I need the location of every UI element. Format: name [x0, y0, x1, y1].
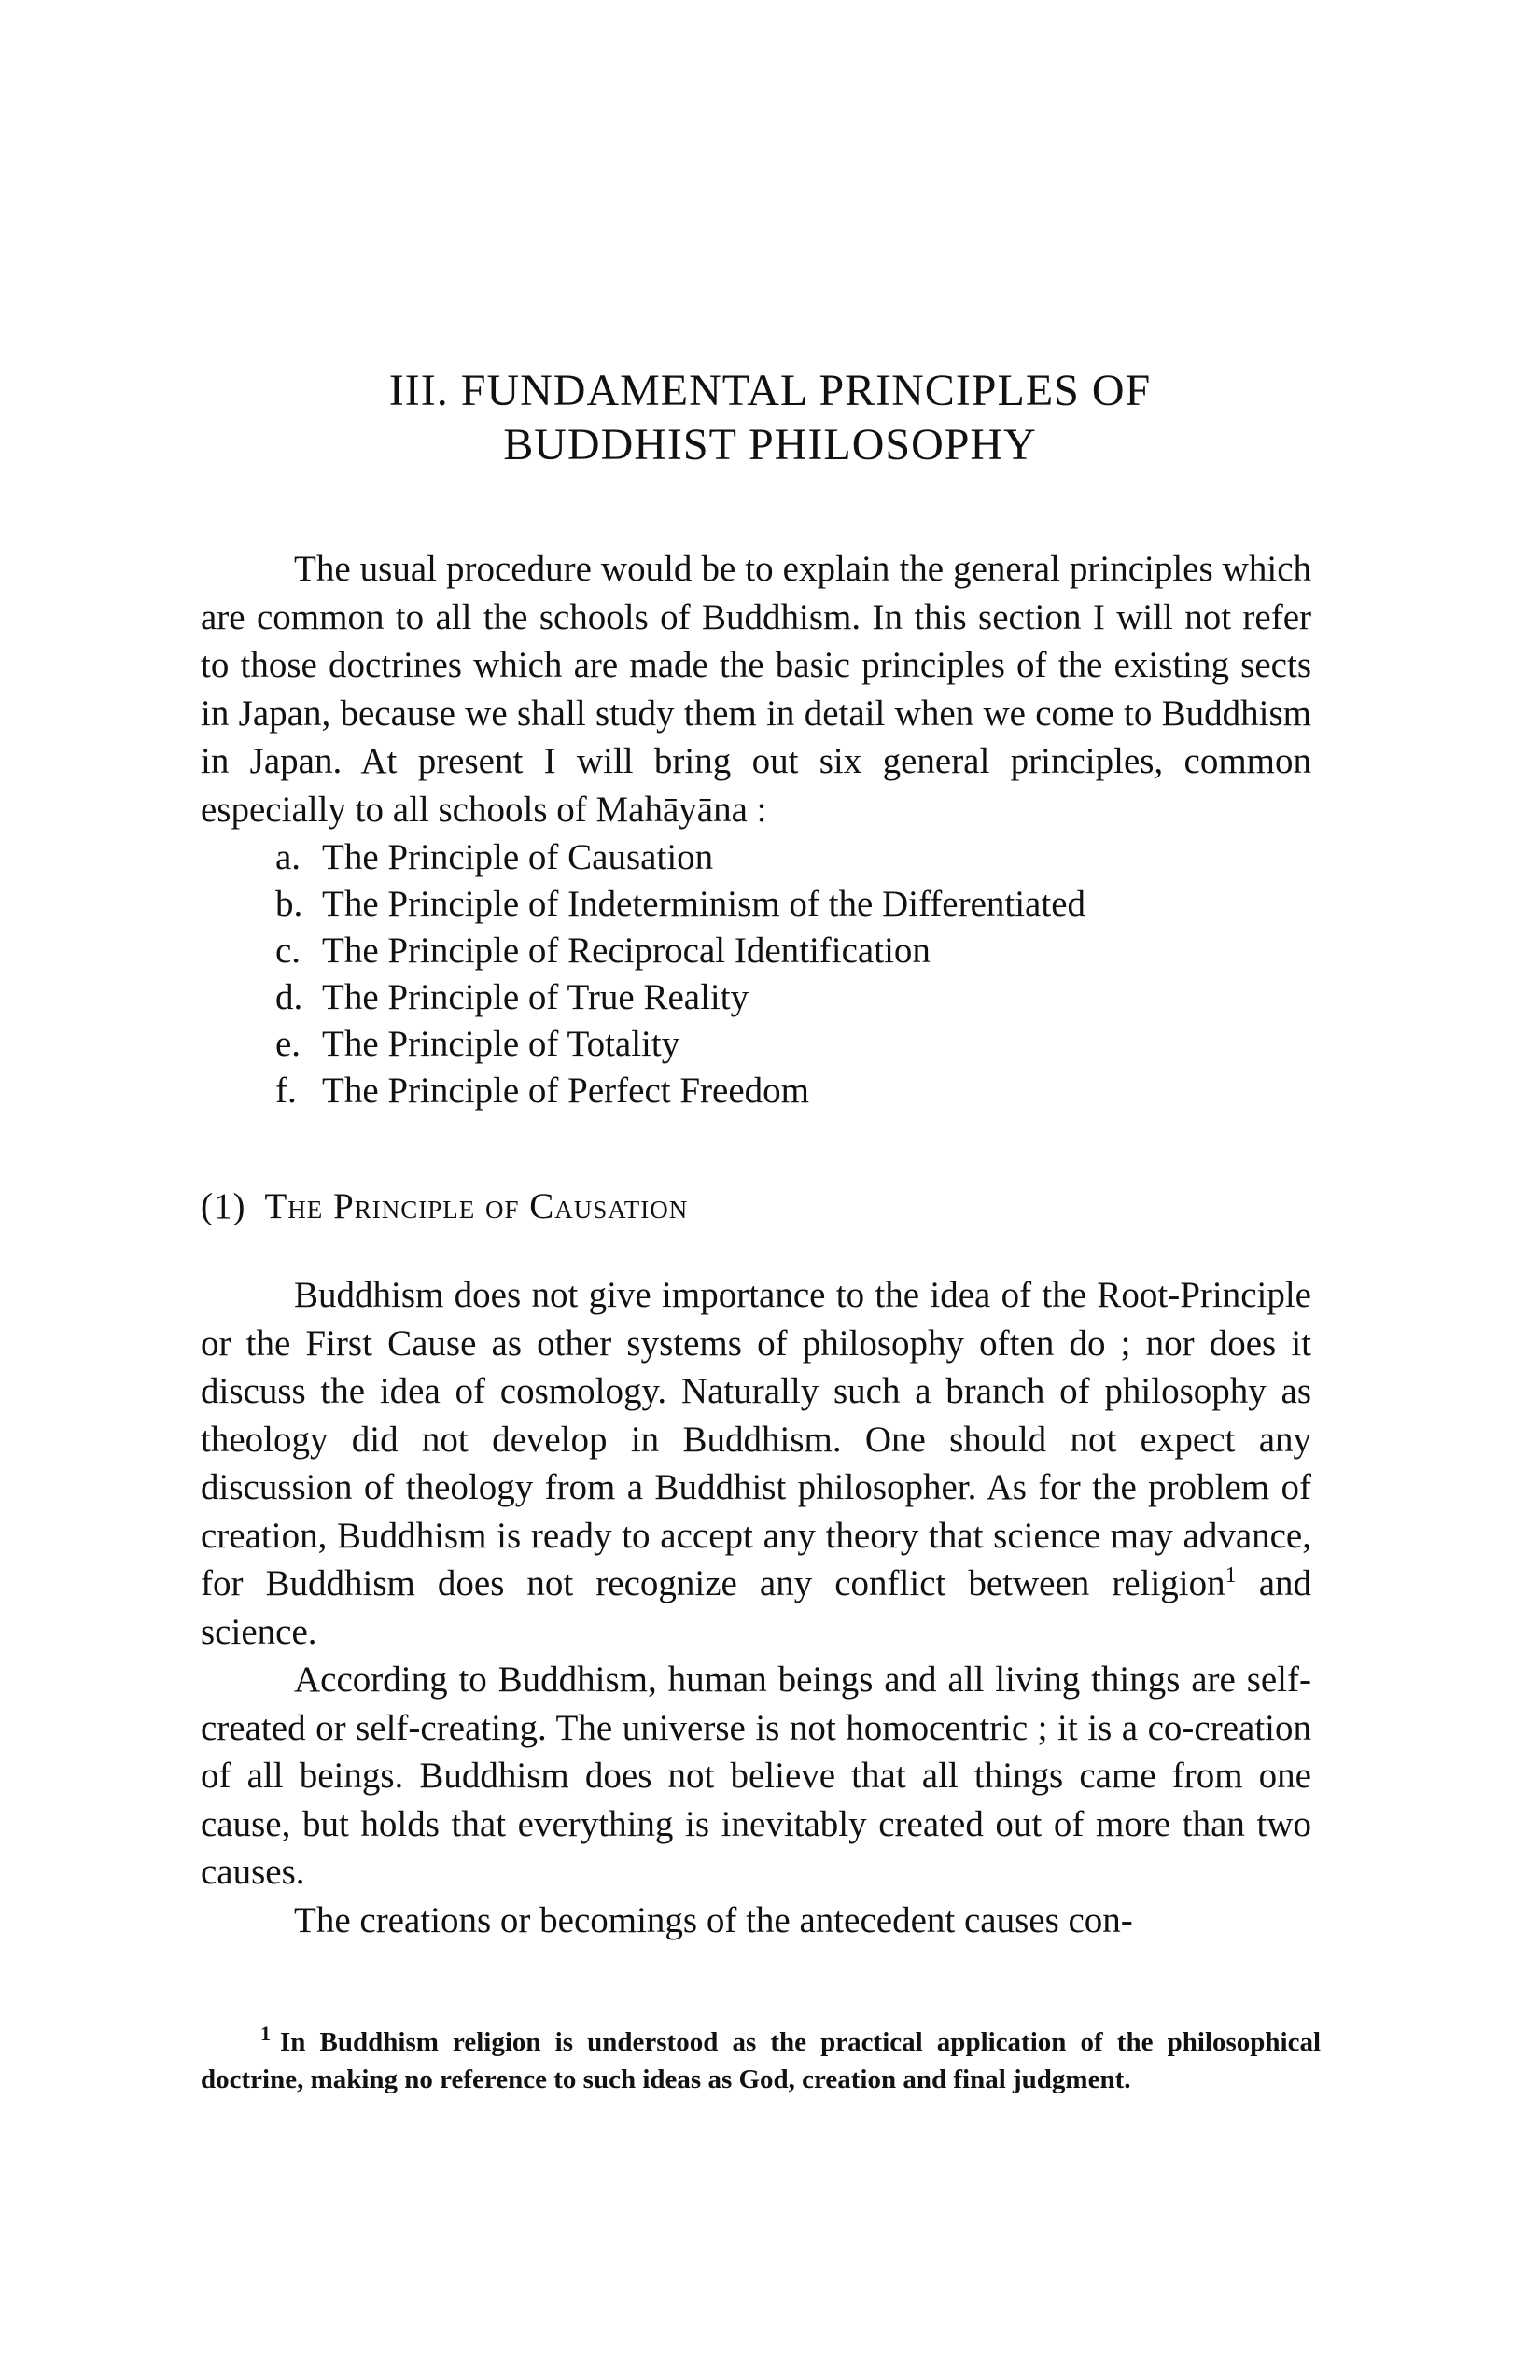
principle-item — [275, 974, 1085, 1021]
principle-item — [275, 928, 1085, 974]
principle-letter: d. — [275, 977, 303, 1017]
principle-item — [275, 834, 1085, 881]
footnote-text: In Buddhism religion is understood as the practical application of the philosophical doctrine, making no reference to such ideas as God, creation and final judgment. — [201, 2027, 1321, 2094]
section-heading — [201, 1183, 688, 1230]
principle-text: The Principle of Indeterminism of the Differentiated — [322, 884, 1086, 924]
principle-text: The Principle of Causation — [322, 837, 714, 877]
chapter-title — [201, 364, 1339, 472]
principle-item — [275, 1068, 1085, 1114]
section-body — [201, 1271, 1311, 1944]
intro-section — [201, 545, 1311, 833]
chapter-title-line-2: BUDDHIST PHILOSOPHY — [503, 420, 1037, 469]
principle-letter: b. — [275, 884, 303, 924]
chapter-title-line-1: III. FUNDAMENTAL PRINCIPLES OF — [388, 366, 1152, 415]
body-paragraph-1-text: Buddhism does not give importance to the idea of the Root-Principle or the First Cause as other systems of philosophy often do ; nor does it discuss the idea of cosmology. Naturally such a branch of philosophy as theology did not develop in Buddhism. One should not expect any discussion of theology from a Buddhist philosopher. As for the problem of creation, Buddhism is ready to accept any theory that science may advance, for Buddhism does not recognize any conflict between religion — [201, 1275, 1311, 1603]
principle-text: The Principle of Totality — [322, 1024, 680, 1064]
body-paragraph-1-end: and science. — [201, 1563, 1311, 1652]
section-title: The Principle of Causation — [264, 1186, 689, 1226]
footnote — [201, 2023, 1321, 2098]
principle-letter: e. — [275, 1024, 301, 1064]
principle-text: The Principle of Perfect Freedom — [322, 1071, 809, 1111]
principle-item — [275, 881, 1085, 928]
footnote-mark: 1 — [260, 2022, 271, 2046]
principle-text: The Principle of True Reality — [322, 977, 749, 1017]
body-paragraph-3: The creations or becomings of the antecedent causes con- — [294, 1899, 1133, 1940]
principle-letter: a. — [275, 837, 301, 877]
principles-list — [275, 834, 1085, 1114]
principle-letter: f. — [275, 1071, 297, 1111]
principle-letter: c. — [275, 931, 301, 971]
body-paragraph-2: According to Buddhism, human beings and all living things are self-created or self-creating. The universe is not homocentric ; it is a co-creation of all beings. Buddhism does not believe that all things came from one cause, but holds that everything is inevitably created out of more than two causes. — [201, 1659, 1311, 1892]
section-number: (1) — [201, 1186, 246, 1226]
footnotes — [201, 2023, 1321, 2098]
principle-item — [275, 1021, 1085, 1068]
intro-paragraph: The usual procedure would be to explain the general principles which are common to all the schools of Buddhism. In this section I will not refer to those doctrines which are made the basic principles of the existing sects in Japan, because we shall study them in detail when we come to Buddhism in Japan. At present I will bring out six general principles, common especially to all schools of Mahāyāna : — [201, 549, 1311, 830]
footnote-reference: 1 — [1225, 1563, 1237, 1588]
body-paragraph-1 — [201, 1271, 1311, 1656]
principle-text: The Principle of Reciprocal Identification — [322, 931, 931, 971]
